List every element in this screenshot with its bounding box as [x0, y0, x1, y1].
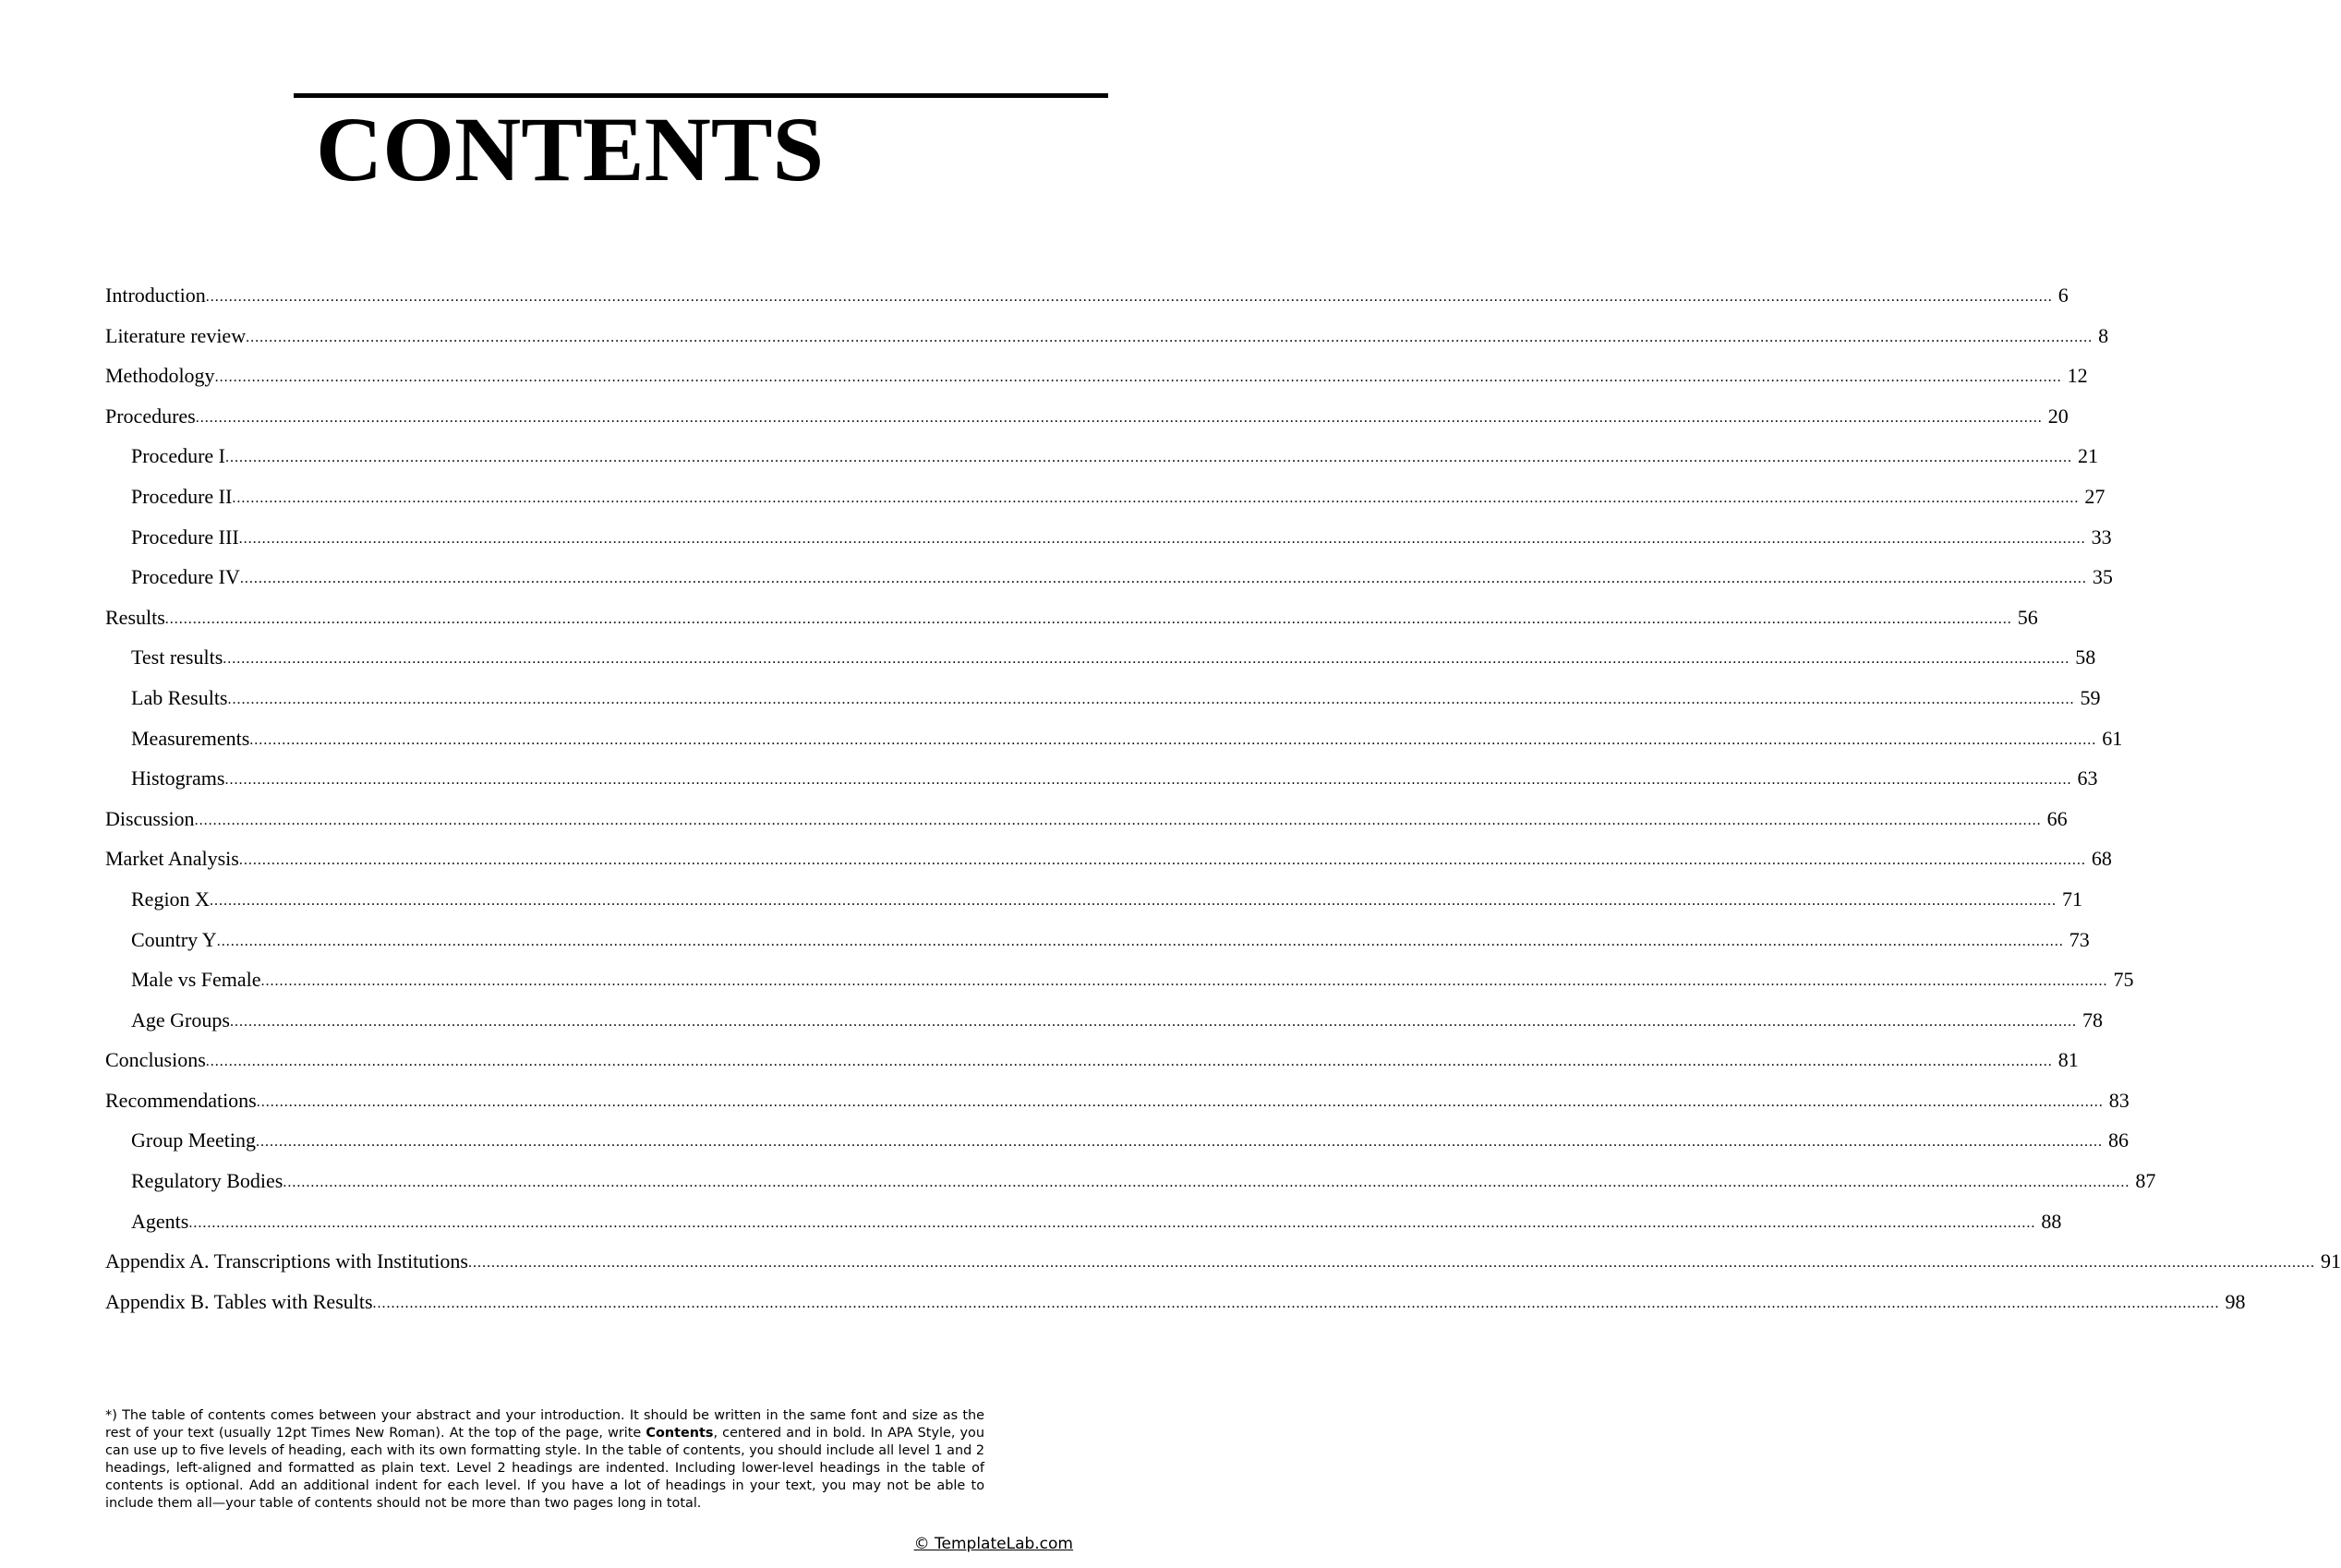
toc-entry-page-number: 33 [2091, 525, 2112, 549]
toc-dot-leader: ................................................................................................................................................................................................................................................................................................................................................................................................................ [188, 1214, 2036, 1231]
toc-entry[interactable] [105, 442, 2099, 483]
toc-entry-label: Measurements [131, 726, 250, 750]
toc-entry-label: Procedure III [131, 525, 239, 549]
toc-entry-label: Conclusions [105, 1048, 206, 1072]
toc-entry-page-number: 63 [2077, 766, 2098, 790]
toc-dot-leader: ................................................................................................................................................................................................................................................................................................................................................................................................................ [229, 1013, 2077, 1030]
footnote-bold-word: Contents [646, 1426, 714, 1441]
toc-dot-leader: ................................................................................................................................................................................................................................................................................................................................................................................................................ [216, 933, 2064, 949]
footnote-text-start: *) The table of contents comes between your abstract and your introduction. It should be written in the same font and size as the rest of your text (usually 12pt Times New Roman). At the top of the page, write [105, 1408, 984, 1441]
toc-entry-label: Market Analysis [105, 847, 239, 871]
toc-dot-leader: ................................................................................................................................................................................................................................................................................................................................................................................................................ [238, 530, 2086, 547]
toc-entry-page-number: 91 [2320, 1249, 2341, 1273]
toc-entry-page-number: 71 [2061, 887, 2082, 911]
toc-entry[interactable] [105, 403, 2069, 443]
toc-entry-label: Country Y [131, 927, 217, 951]
toc-entry[interactable] [105, 1248, 2341, 1288]
toc-dot-leader: ................................................................................................................................................................................................................................................................................................................................................................................................................ [214, 369, 2062, 386]
toc-entry[interactable] [105, 483, 2106, 524]
toc-entry[interactable] [105, 845, 2112, 886]
toc-entry[interactable] [105, 282, 2069, 322]
toc-dot-leader: ................................................................................................................................................................................................................................................................................................................................................................................................................ [256, 1093, 2104, 1110]
toc-entry[interactable] [105, 1167, 2156, 1208]
toc-dot-leader: ................................................................................................................................................................................................................................................................................................................................................................................................................ [249, 731, 2097, 748]
toc-entry-label: Group Meeting [131, 1128, 257, 1152]
toc-entry-page-number: 78 [2082, 1007, 2103, 1031]
toc-entry[interactable] [105, 725, 2123, 766]
toc-entry-label: Procedure II [131, 484, 233, 508]
toc-entry[interactable] [105, 362, 2088, 403]
toc-entry-page-number: 75 [2113, 968, 2134, 992]
toc-entry-page-number: 59 [2080, 685, 2101, 709]
toc-entry[interactable] [105, 1208, 2062, 1248]
toc-entry-label: Regulatory Bodies [131, 1169, 284, 1193]
toc-entry[interactable] [105, 966, 2134, 1007]
toc-entry-label: Region X [131, 887, 210, 911]
toc-entry[interactable] [105, 1007, 2103, 1047]
toc-entry-label: Appendix B. Tables with Results [105, 1289, 373, 1313]
toc-entry[interactable] [105, 644, 2096, 684]
toc-entry-page-number: 20 [2047, 404, 2069, 428]
toc-entry-page-number: 35 [2092, 565, 2113, 589]
toc-dot-leader: ................................................................................................................................................................................................................................................................................................................................................................................................................ [205, 1054, 2053, 1070]
toc-entry-page-number: 81 [2057, 1048, 2079, 1072]
toc-dot-leader: ................................................................................................................................................................................................................................................................................................................................................................................................................ [467, 1255, 2315, 1272]
toc-entry[interactable] [105, 765, 2098, 805]
toc-entry-page-number: 98 [2225, 1289, 2246, 1313]
toc-dot-leader: ................................................................................................................................................................................................................................................................................................................................................................................................................ [227, 691, 2075, 707]
toc-entry-label: Age Groups [131, 1007, 230, 1031]
toc-entry-page-number: 73 [2069, 927, 2090, 951]
toc-entry-page-number: 88 [2041, 1209, 2062, 1233]
toc-entry-page-number: 21 [2078, 444, 2099, 468]
toc-entry-label: Test results [131, 645, 223, 669]
toc-entry-label: Procedures [105, 404, 196, 428]
toc-entry-page-number: 87 [2135, 1169, 2156, 1193]
toc-entry-page-number: 8 [2098, 323, 2109, 347]
toc-entry-page-number: 66 [2046, 806, 2068, 830]
toc-entry-page-number: 86 [2108, 1128, 2130, 1152]
toc-entry[interactable] [105, 926, 2090, 967]
toc-dot-leader: ................................................................................................................................................................................................................................................................................................................................................................................................................ [223, 651, 2070, 668]
toc-entry-page-number: 58 [2075, 645, 2096, 669]
toc-entry-label: Agents [131, 1209, 189, 1233]
toc-entry-page-number: 61 [2102, 726, 2123, 750]
page-title: CONTENTS [316, 98, 825, 200]
toc-dot-leader: ................................................................................................................................................................................................................................................................................................................................................................................................................ [194, 812, 2042, 828]
toc-dot-leader: ................................................................................................................................................................................................................................................................................................................................................................................................................ [232, 489, 2080, 506]
toc-entry-label: Histograms [131, 766, 225, 790]
toc-entry-label: Introduction [105, 283, 206, 307]
toc-entry-label: Discussion [105, 806, 195, 830]
toc-entry-label: Procedure I [131, 444, 226, 468]
toc-dot-leader: ................................................................................................................................................................................................................................................................................................................................................................................................................ [246, 329, 2094, 345]
toc-dot-leader: ................................................................................................................................................................................................................................................................................................................................................................................................................ [209, 892, 2057, 909]
toc-entry[interactable] [105, 604, 2038, 645]
toc-entry-label: Results [105, 605, 165, 629]
toc-entry[interactable] [105, 322, 2109, 363]
toc-entry-page-number: 68 [2091, 847, 2112, 871]
toc-entry-label: Male vs Female [131, 968, 261, 992]
toc-dot-leader: ................................................................................................................................................................................................................................................................................................................................................................................................................ [372, 1295, 2220, 1311]
copyright-link[interactable]: © TemplateLab.com [913, 1535, 1073, 1553]
toc-entry-label: Recommendations [105, 1088, 257, 1112]
toc-dot-leader: ................................................................................................................................................................................................................................................................................................................................................................................................................ [283, 1175, 2130, 1191]
toc-entry-page-number: 56 [2017, 605, 2038, 629]
toc-entry-page-number: 6 [2057, 283, 2069, 307]
toc-entry[interactable] [105, 1046, 2079, 1087]
toc-entry[interactable] [105, 886, 2082, 926]
table-of-contents [105, 282, 2341, 1328]
toc-dot-leader: ................................................................................................................................................................................................................................................................................................................................................................................................................ [205, 289, 2053, 305]
toc-entry[interactable] [105, 563, 2113, 604]
toc-entry[interactable] [105, 805, 2068, 846]
toc-dot-leader: ................................................................................................................................................................................................................................................................................................................................................................................................................ [224, 772, 2072, 789]
footnote-text-end: , centered and in bold. In APA Style, you can use up to five levels of heading, each with its own formatting style. In the table of contents, you should include all level 1 and 2 headings, left-aligned and formatted as plain text. Level 2 headings are indented. Including lower-level headings in the table of contents is optional. Add an additional indent for each level. If you have a lot of headings in your text, you may not be able to include them all—your table of contents should not be more than two pages long in total. [105, 1426, 984, 1511]
toc-dot-leader: ................................................................................................................................................................................................................................................................................................................................................................................................................ [164, 610, 2012, 627]
toc-entry-label: Procedure IV [131, 565, 240, 589]
toc-dot-leader: ................................................................................................................................................................................................................................................................................................................................................................................................................ [256, 1134, 2104, 1151]
toc-entry[interactable] [105, 1087, 2130, 1128]
toc-entry-page-number: 12 [2067, 364, 2088, 388]
toc-dot-leader: ................................................................................................................................................................................................................................................................................................................................................................................................................ [195, 409, 2043, 426]
toc-entry[interactable] [105, 524, 2112, 564]
toc-entry[interactable] [105, 684, 2101, 725]
footnote [105, 1407, 984, 1513]
toc-entry[interactable] [105, 1288, 2246, 1329]
toc-entry-label: Methodology [105, 364, 215, 388]
toc-entry-page-number: 27 [2084, 484, 2106, 508]
toc-dot-leader: ................................................................................................................................................................................................................................................................................................................................................................................................................ [239, 571, 2087, 587]
toc-entry-label: Literature review [105, 323, 247, 347]
toc-dot-leader: ................................................................................................................................................................................................................................................................................................................................................................................................................ [238, 852, 2086, 869]
toc-entry-label: Lab Results [131, 685, 228, 709]
toc-entry-page-number: 83 [2108, 1088, 2130, 1112]
toc-entry[interactable] [105, 1127, 2130, 1167]
toc-entry-label: Appendix A. Transcriptions with Institutions [105, 1249, 468, 1273]
toc-dot-leader: ................................................................................................................................................................................................................................................................................................................................................................................................................ [260, 973, 2108, 990]
toc-dot-leader: ................................................................................................................................................................................................................................................................................................................................................................................................................ [225, 450, 2073, 466]
